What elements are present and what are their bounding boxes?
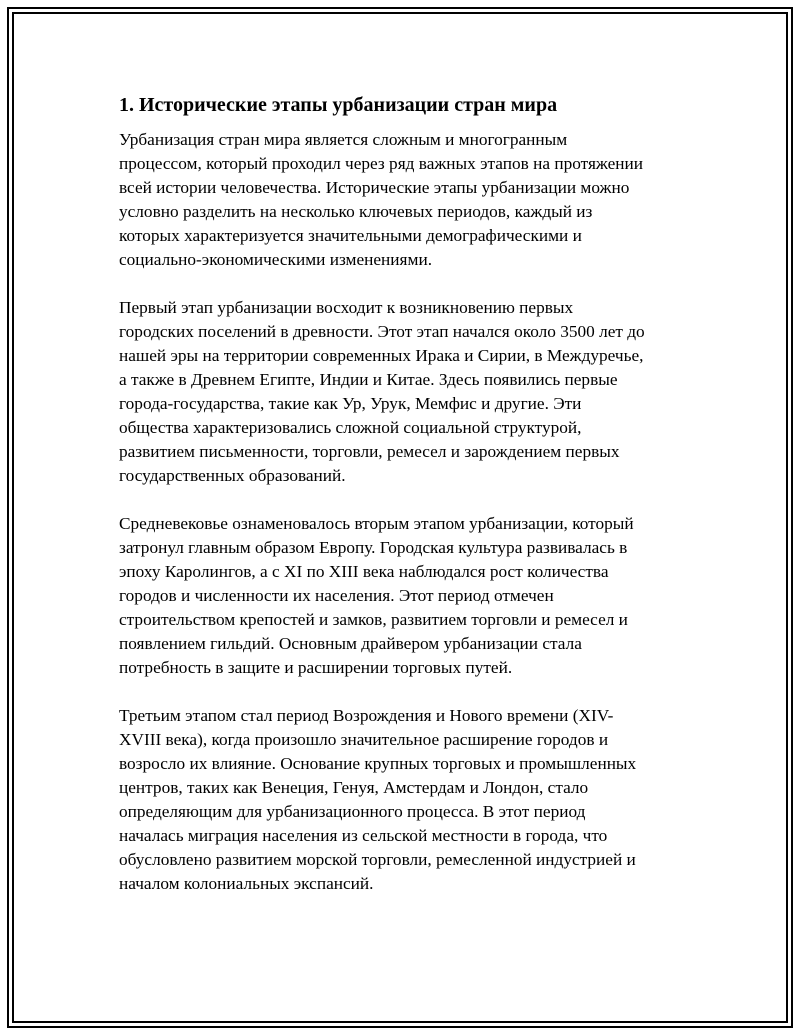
text-line: Урбанизация стран мира является сложным и многогранным	[119, 130, 568, 149]
text-line: началась миграция населения из сельской местности в города, что	[119, 826, 608, 845]
text-line: эпоху Каролингов, а с XI по XIII века наблюдался рост количества	[119, 562, 609, 581]
text-line: потребность в защите и расширении торговых путей.	[119, 658, 513, 677]
text-line: нашей эры на территории современных Ирака и Сирии, в Междуречье,	[119, 346, 644, 365]
paragraph-third-stage	[119, 704, 679, 896]
text-line: обусловлено развитием морской торговли, ремесленной индустрией и	[119, 850, 636, 869]
text-line: Третьим этапом стал период Возрождения и Нового времени (XIV-	[119, 706, 614, 725]
text-line: всей истории человечества. Исторические этапы урбанизации можно	[119, 178, 630, 197]
document-body	[119, 92, 679, 920]
text-line: строительством крепостей и замков, развитием торговли и ремесел и	[119, 610, 628, 629]
text-line: началом колониальных экспансий.	[119, 874, 374, 893]
text-line: появлением гильдий. Основным драйвером урбанизации стала	[119, 634, 582, 653]
text-line: Первый этап урбанизации восходит к возникновению первых	[119, 298, 574, 317]
text-line: XVIII века), когда произошло значительное расширение городов и	[119, 730, 609, 749]
paragraph-first-stage	[119, 296, 679, 488]
text-line: затронул главным образом Европу. Городская культура развивалась в	[119, 538, 628, 557]
text-line: Средневековье ознаменовалось вторым этапом урбанизации, который	[119, 514, 634, 533]
text-line: общества характеризовались сложной социальной структурой,	[119, 418, 582, 437]
text-line: развитием письменности, торговли, ремесел и зарождением первых	[119, 442, 620, 461]
text-line: процессом, который проходил через ряд важных этапов на протяжении	[119, 154, 644, 173]
text-line: социально-экономическими изменениями.	[119, 250, 433, 269]
paragraph-intro	[119, 128, 679, 272]
text-line: условно разделить на несколько ключевых периодов, каждый из	[119, 202, 593, 221]
text-line: центров, таких как Венеция, Генуя, Амстердам и Лондон, стало	[119, 778, 589, 797]
paragraph-second-stage	[119, 512, 679, 680]
text-line: городских поселений в древности. Этот этап начался около 3500 лет до	[119, 322, 645, 341]
section-heading: 1. Исторические этапы урбанизации стран мира	[119, 94, 558, 116]
text-line: городов и численности их населения. Этот период отмечен	[119, 586, 554, 605]
text-line: определяющим для урбанизационного процесса. В этот период	[119, 802, 586, 821]
text-line: города-государства, такие как Ур, Урук, Мемфис и другие. Эти	[119, 394, 582, 413]
text-line: а также в Древнем Египте, Индии и Китае. Здесь появились первые	[119, 370, 618, 389]
text-line: государственных образований.	[119, 466, 346, 485]
text-line: возросло их влияние. Основание крупных торговых и промышленных	[119, 754, 637, 773]
text-line: которых характеризуется значительными демографическими и	[119, 226, 582, 245]
